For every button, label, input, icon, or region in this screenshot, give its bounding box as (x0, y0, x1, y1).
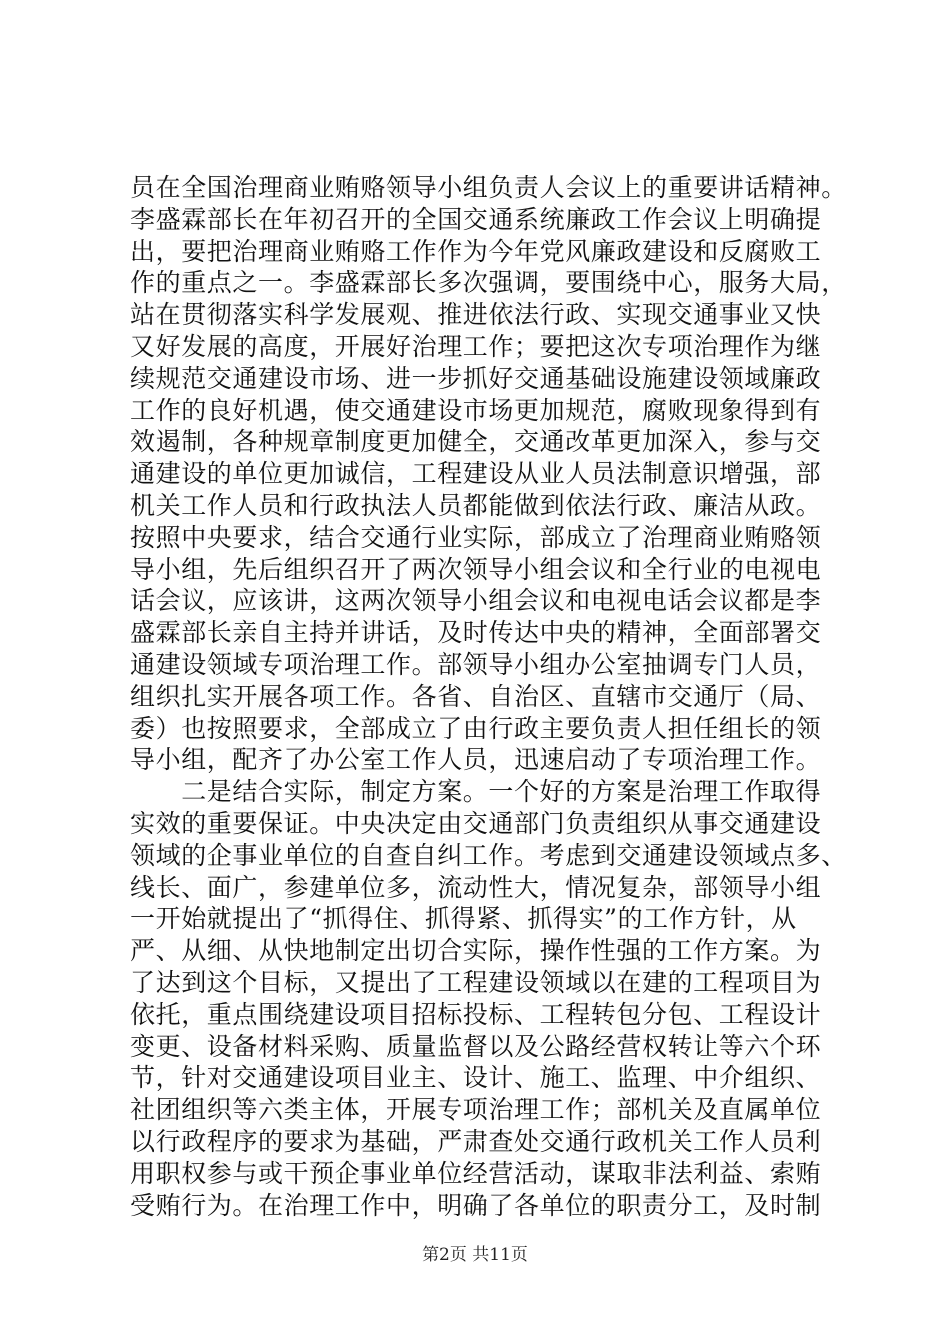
text-line: 盛霖部长亲自主持并讲话，及时传达中央的精神，全面部署交 (130, 618, 822, 648)
text-line: 用职权参与或干预企事业单位经营活动，谋取非法利益、索贿 (130, 1158, 822, 1188)
text-line: 组织扎实开展各项工作。各省、自治区、直辖市交通厅（局、 (130, 681, 822, 711)
text-line: 效遏制，各种规章制度更加健全，交通改革更加深入，参与交 (130, 427, 822, 457)
text-line: 通建设领域专项治理工作。部领导小组办公室抽调专门人员， (130, 649, 822, 679)
text-line: 按照中央要求，结合交通行业实际，部成立了治理商业贿赂领 (130, 522, 822, 552)
text-line: 节，针对交通建设项目业主、设计、施工、监理、中介组织、 (130, 1063, 822, 1093)
text-line: 严、从细、从快地制定出切合实际，操作性强的工作方案。为 (130, 936, 822, 966)
text-line: 导小组，配齐了办公室工作人员，迅速启动了专项治理工作。 (130, 745, 822, 775)
text-line: 领域的企事业单位的自查自纠工作。考虑到交通建设领域点多、 (130, 840, 847, 870)
text-line: 站在贯彻落实科学发展观、推进依法行政、实现交通事业又快 (130, 300, 822, 330)
text-line: 出，要把治理商业贿赂工作作为今年党风廉政建设和反腐败工 (130, 236, 822, 266)
text-line: 委）也按照要求，全部成立了由行政主要负责人担任组长的领 (130, 713, 822, 743)
text-line: 二是结合实际，制定方案。一个好的方案是治理工作取得 (130, 777, 822, 807)
text-line: 受贿行为。在治理工作中，明确了各单位的职责分工，及时制 (130, 1190, 822, 1220)
text-line: 又好发展的高度，开展好治理工作；要把这次专项治理作为继 (130, 331, 822, 361)
text-line: 实效的重要保证。中央决定由交通部门负责组织从事交通建设 (130, 808, 822, 838)
text-line: 了达到这个目标，又提出了工程建设领域以在建的工程项目为 (130, 967, 822, 997)
text-line: 一开始就提出了“抓得住、抓得紧、抓得实”的工作方针，从 (130, 904, 797, 934)
text-line: 导小组，先后组织召开了两次领导小组会议和全行业的电视电 (130, 554, 822, 584)
text-line: 工作的良好机遇，使交通建设市场更加规范，腐败现象得到有 (130, 395, 822, 425)
text-line: 李盛霖部长在年初召开的全国交通系统廉政工作会议上明确提 (130, 204, 822, 234)
text-line: 依托，重点围绕建设项目招标投标、工程转包分包、工程设计 (130, 999, 822, 1029)
text-line: 变更、设备材料采购、质量监督以及公路经营权转让等六个环 (130, 1031, 822, 1061)
text-line: 线长、面广，参建单位多，流动性大，情况复杂，部领导小组 (130, 872, 822, 902)
text-line: 以行政程序的要求为基础，严肃查处交通行政机关工作人员利 (130, 1126, 822, 1156)
body-text (130, 172, 847, 1221)
page-footer: 第2页 共11页 (422, 1245, 528, 1265)
text-line: 续规范交通建设市场、进一步抓好交通基础设施建设领域廉政 (130, 363, 822, 393)
text-line: 话会议，应该讲，这两次领导小组会议和电视电话会议都是李 (130, 586, 822, 616)
text-line: 作的重点之一。李盛霖部长多次强调，要围绕中心，服务大局， (130, 268, 847, 298)
text-line: 员在全国治理商业贿赂领导小组负责人会议上的重要讲话精神。 (130, 173, 847, 202)
text-line: 机关工作人员和行政执法人员都能做到依法行政、廉洁从政。 (130, 490, 822, 520)
text-line: 社团组织等六类主体，开展专项治理工作；部机关及直属单位 (130, 1095, 822, 1125)
text-line: 通建设的单位更加诚信，工程建设从业人员法制意识增强，部 (130, 459, 822, 489)
